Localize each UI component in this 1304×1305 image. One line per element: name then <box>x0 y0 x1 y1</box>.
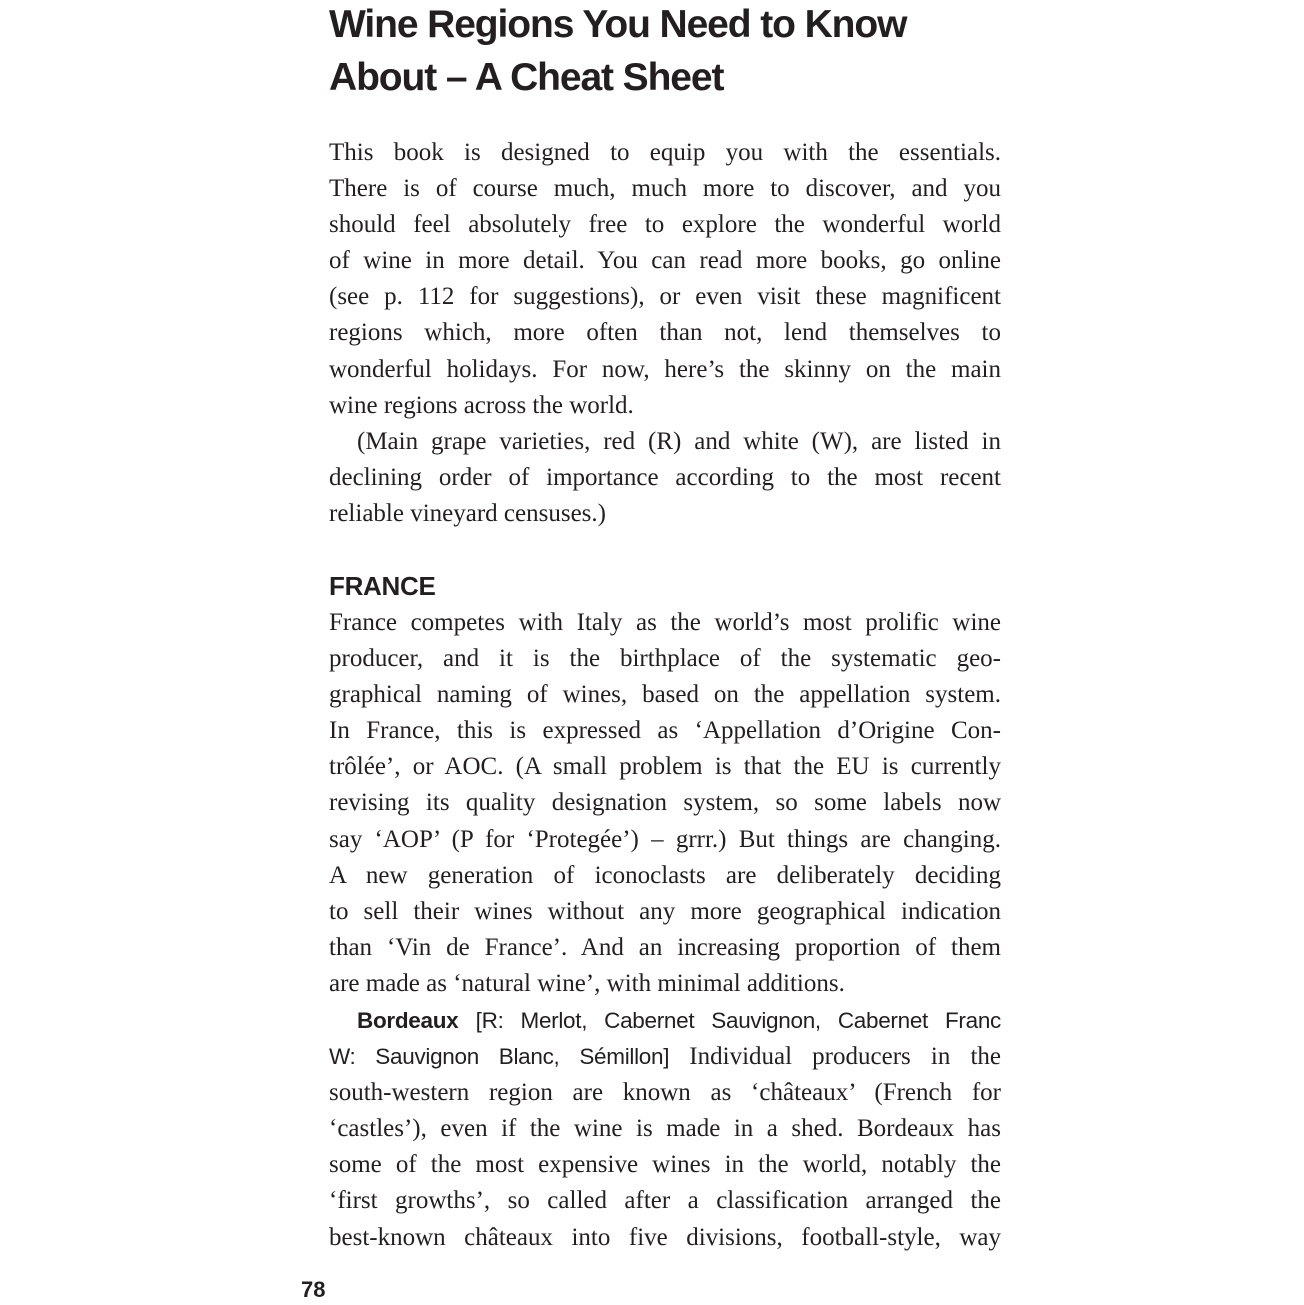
note-line: reliable vineyard censuses.) <box>329 500 606 528</box>
bordeaux-line: ‘first growths’, so called after a classification arranged the <box>329 1187 1001 1215</box>
page-number: 78 <box>301 1277 326 1302</box>
france-line: say ‘AOP’ (P for ‘Protegée’) – grrr.) But things are changing. <box>329 825 1001 853</box>
bordeaux-line: south-western region are known as ‘châteaux’ (French for <box>329 1079 1001 1107</box>
france-line: than ‘Vin de France’. And an increasing proportion of them <box>329 933 1001 961</box>
bordeaux-second-line <box>329 1039 1001 1075</box>
intro-paragraph <box>329 135 1001 424</box>
bordeaux-grapes-line-2: W: Sauvignon Blanc, Sémillon] <box>329 1044 670 1070</box>
intro-line: wine regions across the world. <box>329 391 634 419</box>
bordeaux-line: ‘castles’), even if the wine is made in a shed. Bordeaux has <box>329 1115 1001 1143</box>
france-line: A new generation of iconoclasts are deliberately deciding <box>329 861 1001 889</box>
intro-line: (see p. 112 for suggestions), or even visit these magnificent <box>329 283 1001 311</box>
bordeaux-line: some of the most expensive wines in the world, notably the <box>329 1151 1001 1179</box>
france-line: to sell their wines without any more geographical indication <box>329 897 1001 925</box>
bordeaux-text: Individual producers in the <box>689 1043 1001 1071</box>
france-line: are made as ‘natural wine’, with minimal additions. <box>329 969 845 997</box>
bordeaux-first-line <box>329 1003 1001 1039</box>
grape-note-paragraph <box>329 424 1001 532</box>
intro-line: of wine in more detail. You can read more books, go online <box>329 247 1001 275</box>
france-line: trôlée’, or AOC. (A small problem is that the EU is currently <box>329 753 1001 781</box>
intro-line: There is of course much, much more to discover, and you <box>329 175 1001 203</box>
bordeaux-paragraph <box>329 1003 1001 1256</box>
note-line: declining order of importance according to the most recent <box>329 464 1001 492</box>
page-title <box>329 0 1009 104</box>
france-paragraph <box>329 605 1001 1002</box>
intro-line: regions which, more often than not, lend themselves to <box>329 319 1001 347</box>
note-line: (Main grape varieties, red (R) and white (W), are listed in <box>357 428 1001 455</box>
france-line: revising its quality designation system, so some labels now <box>329 789 1001 817</box>
page-title-line-1: Wine Regions You Need to Know <box>329 3 907 46</box>
page-title-line-2: About – A Cheat Sheet <box>329 56 724 99</box>
region-name-bordeaux: Bordeaux <box>357 1008 459 1033</box>
intro-line: should feel absolutely free to explore the wonderful world <box>329 211 1001 239</box>
france-line: producer, and it is the birthplace of the systematic geo- <box>329 645 1001 673</box>
intro-line: wonderful holidays. For now, here’s the skinny on the main <box>329 355 1001 383</box>
bordeaux-line: best-known châteaux into five divisions, football-style, way <box>329 1223 1001 1251</box>
france-line: In France, this is expressed as ‘Appellation d’Origine Con- <box>329 717 1001 745</box>
bordeaux-grapes-line-1: [R: Merlot, Cabernet Sauvignon, Cabernet Franc <box>475 1008 1001 1033</box>
intro-line: This book is designed to equip you with the essentials. <box>329 139 1001 166</box>
france-line: graphical naming of wines, based on the appellation system. <box>329 681 1001 709</box>
france-line: France competes with Italy as the world’s most prolific wine <box>329 609 1001 636</box>
section-heading-france: FRANCE <box>329 571 436 601</box>
